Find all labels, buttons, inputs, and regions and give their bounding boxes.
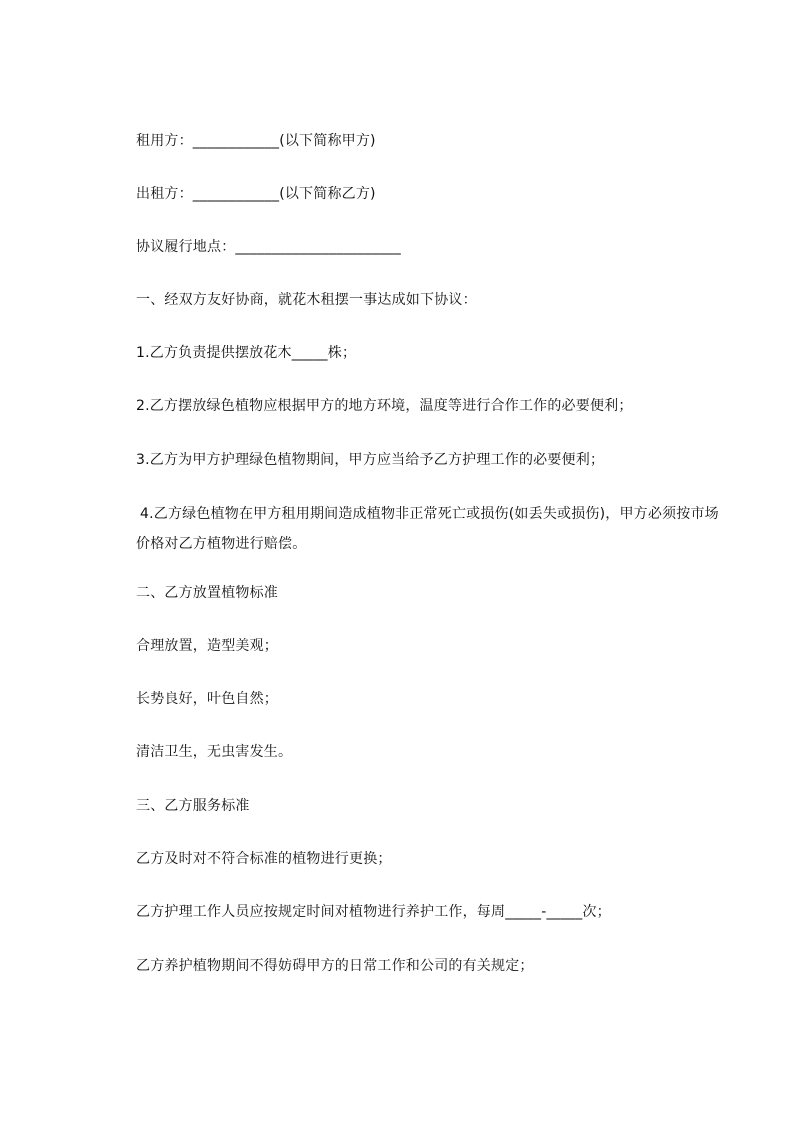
service-no-disturb: 乙方养护植物期间不得妨碍甲方的日常工作和公司的有关规定； xyxy=(136,958,534,974)
service-replace: 乙方及时对不符合标准的植物进行更换； xyxy=(136,851,392,867)
clause-3: 3.乙方为甲方护理绿色植物期间，甲方应当给予乙方护理工作的必要便利； xyxy=(136,452,605,468)
section-three-heading: 三、乙方服务标准 xyxy=(136,798,250,814)
clause-2: 2.乙方摆放绿色植物应根据甲方的地方环境，温度等进行合作工作的必要便利； xyxy=(136,398,633,414)
clause-1: 1.乙方负责提供摆放花木_____株； xyxy=(136,345,357,361)
standard-growth: 长势良好，叶色自然； xyxy=(136,691,278,707)
section-two-heading: 二、乙方放置植物标准 xyxy=(136,585,278,601)
lessee-line: 租用方：____________(以下简称甲方) xyxy=(136,133,376,149)
standard-placement: 合理放置，造型美观； xyxy=(136,638,278,654)
section-one-heading: 一、经双方友好协商，就花木租摆一事达成如下协议： xyxy=(136,292,477,308)
location-line: 协议履行地点：_______________________ xyxy=(136,239,401,255)
clause-4: 4.乙方绿色植物在甲方租用期间造成植物非正常死亡或损伤(如丢失或损伤)，甲方必须按市场价格对乙方植物进行赔偿。 xyxy=(136,506,719,552)
lessor-line: 出租方：____________(以下简称乙方) xyxy=(136,186,376,202)
service-maintenance: 乙方护理工作人员应按规定时间对植物进行养护工作，每周_____-_____次； xyxy=(136,904,611,920)
standard-clean: 清洁卫生，无虫害发生。 xyxy=(136,744,293,760)
